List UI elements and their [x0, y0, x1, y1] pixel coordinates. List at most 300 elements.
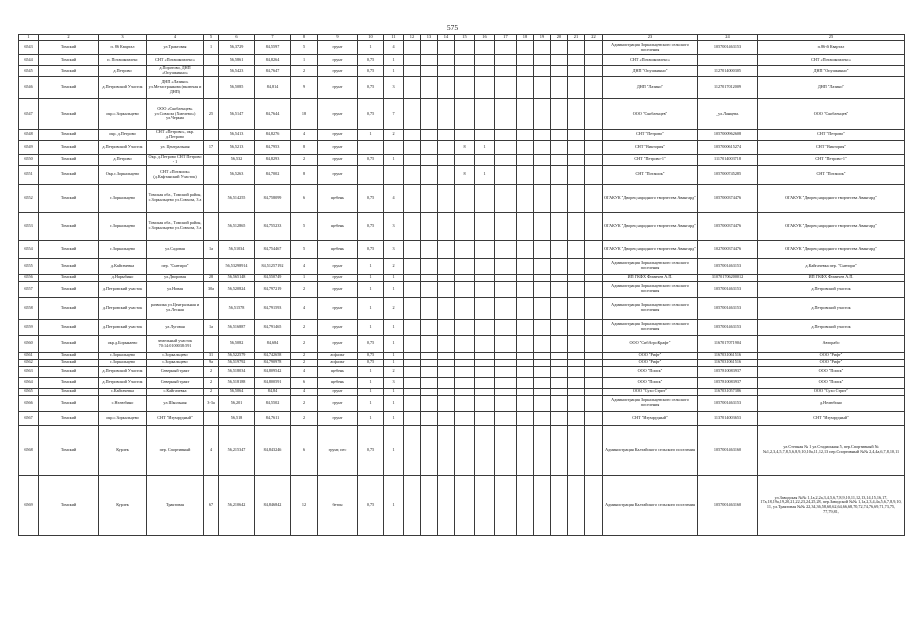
column-header: 2: [39, 35, 99, 41]
table-cell: 0,75: [358, 240, 384, 258]
table-cell: [495, 99, 517, 130]
table-cell: СНТ "Изумрудный": [758, 411, 905, 425]
table-cell: [534, 66, 551, 77]
table-cell: [475, 77, 495, 99]
table-cell: ООО "Сухо Стрит": [603, 388, 698, 395]
table-cell: [517, 352, 534, 359]
table-cell: Томский: [39, 184, 99, 212]
table-cell: [455, 99, 475, 130]
table-cell: [475, 258, 495, 274]
table-cell: [585, 281, 603, 297]
table-cell: [551, 130, 568, 141]
table-cell: [585, 66, 603, 77]
table-cell: [495, 140, 517, 154]
table-cell: [421, 475, 438, 535]
table-cell: [534, 258, 551, 274]
table-cell: ОГАКУК "Дворец народного творчества Авангард": [758, 212, 905, 240]
table-cell: ОГАКУК "Дворец народного творчества Авангард": [758, 184, 905, 212]
table-cell: [455, 281, 475, 297]
table-cell: [438, 395, 455, 411]
table-cell: [534, 281, 551, 297]
table-cell: ООО "Поиск": [603, 377, 698, 388]
table-cell: [585, 130, 603, 141]
column-header: 21: [568, 35, 585, 41]
table-cell: 6547: [19, 99, 39, 130]
table-cell: [568, 359, 585, 366]
table-cell: [551, 352, 568, 359]
table-cell: грунт: [318, 154, 358, 165]
table-cell: [568, 281, 585, 297]
table-cell: [421, 140, 438, 154]
table-cell: ОГАКУК "Дворец народного творчества Авангард": [758, 240, 905, 258]
table-cell: Томский: [39, 258, 99, 274]
table-cell: [438, 184, 455, 212]
table-cell: [404, 377, 421, 388]
table-cell: щебень: [318, 240, 358, 258]
table-cell: Томский: [39, 165, 99, 184]
table-cell: пер. "Снегири": [147, 258, 204, 274]
table-cell: д.Петровский Участок: [99, 140, 147, 154]
column-header: 12: [404, 35, 421, 41]
table-cell: [534, 395, 551, 411]
table-cell: 1: [358, 41, 384, 55]
table-cell: [404, 55, 421, 66]
table-cell: [404, 154, 421, 165]
table-cell: [455, 425, 475, 475]
column-header: 9: [318, 35, 358, 41]
table-cell: ОГАКУК "Дворец народного творчества Авангард": [603, 184, 698, 212]
table-cell: [475, 352, 495, 359]
table-cell: [568, 319, 585, 335]
table-cell: [455, 130, 475, 141]
table-cell: [698, 55, 758, 66]
table-cell: п. Поташкомлекс: [99, 55, 147, 66]
table-cell: 84,84: [255, 388, 291, 395]
table-cell: СНТ "Поташок": [603, 165, 698, 184]
table-cell: [551, 359, 568, 366]
table-cell: [475, 359, 495, 366]
table-cell: ДНП "Лазино": [758, 77, 905, 99]
table-cell: развилка ул.Центральная и ул.Лесная: [147, 297, 204, 319]
table-cell: [438, 425, 455, 475]
table-cell: [517, 165, 534, 184]
table-cell: [404, 240, 421, 258]
table-cell: 1127014000305: [698, 66, 758, 77]
table-cell: [534, 130, 551, 141]
table-cell: 0,75: [358, 359, 384, 366]
table-cell: грунт: [318, 99, 358, 130]
table-cell: [551, 66, 568, 77]
table-cell: 0,75: [358, 184, 384, 212]
column-header: 18: [517, 35, 534, 41]
table-cell: 84,7611: [255, 411, 291, 425]
table-cell: ДНП "Лазино": [603, 77, 698, 99]
table-cell: ул.Садовая: [147, 240, 204, 258]
table-cell: 84,754467: [255, 240, 291, 258]
table-cell: Томский: [39, 377, 99, 388]
column-header: 17: [495, 35, 517, 41]
table-cell: 6551: [19, 165, 39, 184]
table-cell: 56,514255: [219, 184, 255, 212]
column-header: 11: [384, 35, 404, 41]
table-row: [19, 140, 905, 154]
table-cell: 1: [384, 154, 404, 165]
table-cell: 1: [384, 425, 404, 475]
table-row: [19, 475, 905, 535]
table-cell: [421, 411, 438, 425]
table-cell: [517, 319, 534, 335]
column-header: 22: [585, 35, 603, 41]
table-cell: Томский: [39, 425, 99, 475]
table-cell: [585, 352, 603, 359]
table-cell: [517, 154, 534, 165]
table-cell: 2: [291, 154, 318, 165]
table-cell: [421, 55, 438, 66]
table-cell: ООО «Скобленцев» ул.Совхоза (Хмелево») ул.Черкиа: [147, 99, 204, 130]
table-cell: [551, 154, 568, 165]
table-cell: [421, 184, 438, 212]
table-cell: Окр. д.Петрово СНТ Петрово - 1: [147, 154, 204, 165]
table-cell: 1: [384, 395, 404, 411]
table-cell: 84,8264: [255, 55, 291, 66]
table-row: [19, 240, 905, 258]
table-cell: [438, 319, 455, 335]
table-cell: [551, 140, 568, 154]
table-cell: 1057001463160: [698, 425, 758, 475]
table-cell: [568, 165, 585, 184]
table-cell: [404, 297, 421, 319]
table-cell: [384, 165, 404, 184]
table-cell: [204, 77, 219, 99]
table-cell: [585, 297, 603, 319]
table-cell: 84,5597: [255, 41, 291, 55]
table-cell: 1а: [204, 240, 219, 258]
column-header: 7: [255, 35, 291, 41]
table-cell: [438, 66, 455, 77]
table-cell: [534, 359, 551, 366]
table-cell: [455, 352, 475, 359]
table-cell: [551, 377, 568, 388]
table-cell: 4: [291, 258, 318, 274]
table-cell: 18: [291, 99, 318, 130]
column-header: 16: [475, 35, 495, 41]
table-cell: с.Кайгачевка: [147, 388, 204, 395]
table-cell: 1057810083937: [698, 366, 758, 377]
table-cell: [534, 41, 551, 55]
table-cell: 1: [204, 41, 219, 55]
table-cell: ДНП "Опушкинно": [603, 66, 698, 77]
table-cell: [404, 99, 421, 130]
table-cell: 84,550749: [255, 274, 291, 281]
table-cell: [585, 240, 603, 258]
table-cell: [517, 475, 534, 535]
table-cell: 6554: [19, 240, 39, 258]
table-cell: Томский: [39, 66, 99, 77]
table-cell: 6: [291, 377, 318, 388]
table-cell: [568, 411, 585, 425]
table-cell: д.Петрово: [99, 154, 147, 165]
table-row: [19, 281, 905, 297]
table-cell: грунт: [318, 319, 358, 335]
table-cell: 1: [358, 377, 384, 388]
table-cell: 310701706200012: [698, 274, 758, 281]
table-cell: [495, 130, 517, 141]
table-cell: 1127017012009: [698, 77, 758, 99]
table-cell: [455, 240, 475, 258]
table-cell: [204, 411, 219, 425]
table-cell: 5: [291, 240, 318, 258]
table-cell: [455, 366, 475, 377]
table-cell: [438, 366, 455, 377]
table-cell: с.Зоркальцево: [99, 352, 147, 359]
table-cell: 6569: [19, 475, 39, 535]
table-cell: 6558: [19, 297, 39, 319]
table-cell: 56,532: [219, 154, 255, 165]
table-cell: 0,75: [358, 475, 384, 535]
table-cell: [455, 55, 475, 66]
table-cell: 1167031061516: [698, 352, 758, 359]
table-row: [19, 165, 905, 184]
table-cell: [438, 377, 455, 388]
table-cell: ОГАКУК "Дворец народного творчества Авангард": [603, 212, 698, 240]
table-cell: [421, 281, 438, 297]
table-cell: 1: [384, 475, 404, 535]
table-cell: 1057001463153: [698, 319, 758, 335]
table-cell: [404, 212, 421, 240]
column-header: 24: [698, 35, 758, 41]
table-cell: [404, 335, 421, 352]
table-row: [19, 41, 905, 55]
table-cell: 7: [384, 99, 404, 130]
table-cell: 2: [204, 377, 219, 388]
table-cell: [568, 154, 585, 165]
table-cell: 6545: [19, 66, 39, 77]
table-cell: 84,790978: [255, 359, 291, 366]
column-header: 4: [147, 35, 204, 41]
table-cell: [551, 55, 568, 66]
table-cell: 1: [384, 281, 404, 297]
table-cell: [475, 297, 495, 319]
table-cell: д.Петрово: [99, 66, 147, 77]
table-cell: 0,75: [358, 425, 384, 475]
table-cell: [421, 297, 438, 319]
table-cell: д.Петровский участок: [758, 297, 905, 319]
table-cell: 56,520824: [219, 281, 255, 297]
table-cell: [585, 335, 603, 352]
table-cell: [438, 41, 455, 55]
table-cell: СНТ "Изумрудный": [147, 411, 204, 425]
table-cell: [517, 366, 534, 377]
table-cell: [404, 411, 421, 425]
table-cell: п.86-й Квартал: [758, 41, 905, 55]
table-cell: 84,8293: [255, 154, 291, 165]
table-cell: 84,8276: [255, 130, 291, 141]
table-cell: грунт: [318, 281, 358, 297]
table-cell: окр.с.Зоркальцево: [99, 411, 147, 425]
table-cell: [568, 297, 585, 319]
table-cell: [475, 212, 495, 240]
table-cell: [534, 352, 551, 359]
table-cell: [475, 319, 495, 335]
table-cell: Томский: [39, 297, 99, 319]
table-cell: [551, 297, 568, 319]
table-cell: [475, 274, 495, 281]
table-row: [19, 319, 905, 335]
table-cell: [568, 240, 585, 258]
table-cell: ОГАКУК "Дворец народного творчества Авангард": [603, 240, 698, 258]
table-cell: 6557: [19, 281, 39, 297]
table-cell: 1167017071904: [698, 335, 758, 352]
table-cell: ООО "СибАгроКрафт": [603, 335, 698, 352]
table-cell: 8: [455, 140, 475, 154]
table-cell: [455, 335, 475, 352]
table-cell: 1: [384, 274, 404, 281]
table-cell: 6544: [19, 55, 39, 66]
table-cell: [495, 425, 517, 475]
table-cell: ООО "Рифт": [603, 359, 698, 366]
table-cell: 1: [358, 130, 384, 141]
table-cell: ИП ГКФХ Фомичев А.П.: [603, 274, 698, 281]
table-cell: 2: [291, 335, 318, 352]
table-cell: [404, 475, 421, 535]
table-cell: 0,75: [358, 352, 384, 359]
table-cell: [568, 425, 585, 475]
table-cell: грунт: [318, 297, 358, 319]
table-cell: 56,201: [219, 395, 255, 411]
table-cell: 1: [358, 411, 384, 425]
table-cell: 4: [204, 425, 219, 475]
table-cell: [517, 411, 534, 425]
table-row: [19, 154, 905, 165]
table-cell: 0,75: [358, 77, 384, 99]
table-cell: 1а: [204, 319, 219, 335]
table-cell: грунт: [318, 41, 358, 55]
table-cell: [517, 240, 534, 258]
table-cell: с.Нелюбино: [99, 395, 147, 411]
table-cell: [495, 377, 517, 388]
table-cell: д.Петровский участок: [758, 281, 905, 297]
table-cell: [495, 212, 517, 240]
table-cell: 56,5085: [219, 77, 255, 99]
table-cell: 1: [358, 388, 384, 395]
table-cell: 4: [291, 130, 318, 141]
table-cell: [475, 154, 495, 165]
table-cell: [517, 99, 534, 130]
table-cell: 6561: [19, 352, 39, 359]
table-cell: [438, 140, 455, 154]
table-cell: [421, 319, 438, 335]
table-cell: [585, 77, 603, 99]
table-cell: [568, 212, 585, 240]
table-cell: окр.д.Борыкаево: [99, 335, 147, 352]
table-cell: [495, 335, 517, 352]
table-cell: [421, 99, 438, 130]
table-cell: щебень: [318, 366, 358, 377]
table-cell: [455, 388, 475, 395]
table-cell: [534, 140, 551, 154]
table-cell: грунт: [318, 395, 358, 411]
column-header: 19: [534, 35, 551, 41]
table-cell: [551, 281, 568, 297]
table-cell: [204, 212, 219, 240]
table-cell: Томская обл., Томский район, с.Зоркальцево ул.Совхоза, 3 а: [147, 212, 204, 240]
table-cell: СНТ "Виктория": [758, 140, 905, 154]
table-cell: 0,75: [358, 66, 384, 77]
table-cell: 6566: [19, 395, 39, 411]
table-cell: [421, 425, 438, 475]
table-cell: 1057000962608: [698, 130, 758, 141]
table-cell: 67: [204, 475, 219, 535]
table-cell: 4: [384, 41, 404, 55]
table-cell: [585, 184, 603, 212]
table-cell: 1167031057386: [698, 388, 758, 395]
table-row: [19, 77, 905, 99]
table-cell: Томский: [39, 411, 99, 425]
table-cell: ООО "Сухо Стрит": [758, 388, 905, 395]
table-cell: 56,565148: [219, 274, 255, 281]
table-cell: 84,846842: [255, 475, 291, 535]
table-cell: 3: [384, 240, 404, 258]
table-cell: 84,791465: [255, 319, 291, 335]
table-cell: [438, 240, 455, 258]
table-cell: 84,742658: [255, 352, 291, 359]
table-cell: [438, 352, 455, 359]
table-cell: Томский: [39, 274, 99, 281]
table-cell: Томский: [39, 352, 99, 359]
table-cell: [551, 41, 568, 55]
table-cell: 1: [475, 165, 495, 184]
table-cell: [438, 411, 455, 425]
table-cell: [495, 66, 517, 77]
table-cell: Томский: [39, 130, 99, 141]
table-cell: д.Петровский участок: [99, 297, 147, 319]
table-cell: [495, 411, 517, 425]
table-cell: д.Поротово, ДНП «Опушкинно»: [147, 66, 204, 77]
table-cell: [475, 281, 495, 297]
table-cell: [455, 258, 475, 274]
table-cell: 84,814: [255, 77, 291, 99]
table-cell: [585, 377, 603, 388]
table-cell: [568, 395, 585, 411]
table-cell: [404, 165, 421, 184]
table-cell: [568, 77, 585, 99]
table-cell: 56,518034: [219, 366, 255, 377]
table-cell: [568, 335, 585, 352]
table-cell: 1: [384, 352, 404, 359]
table-cell: 56,5082: [219, 335, 255, 352]
table-cell: [495, 388, 517, 395]
table-cell: Томский: [39, 395, 99, 411]
table-cell: [404, 130, 421, 141]
table-cell: 56,51034: [219, 240, 255, 258]
table-cell: ООО "Поиск": [603, 366, 698, 377]
table-cell: [421, 359, 438, 366]
table-row: [19, 130, 905, 141]
table-row: [19, 411, 905, 425]
table-cell: 2: [384, 130, 404, 141]
table-cell: [455, 475, 475, 535]
table-cell: 17: [204, 140, 219, 154]
table-cell: 1: [358, 319, 384, 335]
table-cell: 56,512865: [219, 212, 255, 240]
table-cell: [585, 359, 603, 366]
table-cell: Администрация Калтайского сельского поселения: [603, 425, 698, 475]
table-cell: 6560: [19, 335, 39, 352]
table-cell: 1117014003718: [698, 154, 758, 165]
table-cell: [438, 99, 455, 130]
table-cell: [517, 425, 534, 475]
column-header: 3: [99, 35, 147, 41]
